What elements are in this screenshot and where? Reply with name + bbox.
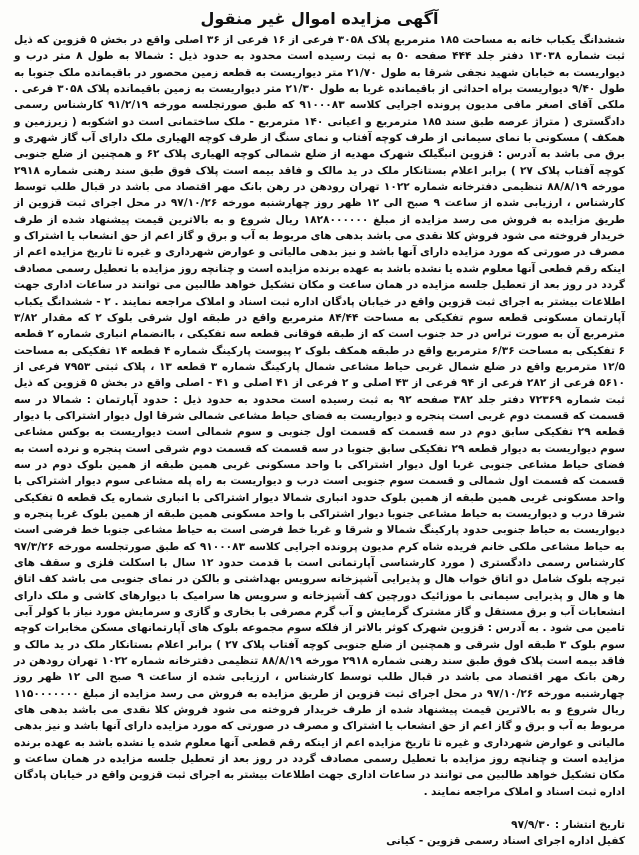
publish-date: تاریخ انتشار : ۹۷/۹/۳۰ (511, 819, 625, 831)
notice-title: آگهی مزایده اموال غیر منقول (200, 9, 439, 28)
signature: کفیل اداره اجرای اسناد رسمی قزوین - کیانی (386, 835, 625, 847)
notice-body: ششدانگ یکباب خانه به مساحت ۱۸۵ مترمربع پلاک ۳۰۵۸ فرعی از ۱۶ فرعی از ۳۶ اصلی واقع در بخش ۵ قزوین که ذیل ثبت شماره ۱۳۰۳۸ دفتر جلد ۴۴۴ صفحه ۵۰ به ثبت رسیده است محدود به حدود ذیل : شمالا به طول ۸ متر درب و دیواریست به خیابان شهید نجفی شرقا به طول ۲۱/۷۰ متر دیواریست به قطعه زمین محصور در باقیمانده ملک جنوبا به طول ۹/۴۰ دیواریست براه احداثی از باقیمانده غربا به طول ۲۱/۳۰ متر دیواریست به زمین باقیمانده پلاک ۳۰۵۸ فرعی . ملکی آقای اصغر مافی مدیون پرونده اجرایی کلاسه ۹۱۰۰۰۸۳ که طبق صورتجلسه مورخه ۹۱/۲/۱۹ کارشناس رسمی دادگستری ( متراژ عرصه طبق سند ۱۸۵ مترمربع و اعیانی ۱۴۰ مترمربع - ملک ساختمانی است دو اشکوبه ( زیرزمین و همکف ) مسکونی با نمای سیمانی از طرف کوچه آفتاب و نمای سنگ از طرف کوچه الهیاری ملک دارای آب گاز شهری و برق می باشد به آدرس : قزوین انبگیلک شهرک مهدیه از ضلع شمالی کوچه الهیاری پلاک ۶۲ و همچنین از ضلع جنوبی کوچه آفتاب پلاک ۲۷ ) برابر اعلام بستانکار ملک در ید مالک و فاقد بیمه است پلاک فوق طبق سند رهنی شماره ۲۹۱۸ مورخه ۸۸/۸/۱۹ تنظیمی دفترخانه شماره ۱۰۲۲ تهران رودهن در رهن بانک مهر اقتصاد می باشد در قبال طلب توسط کارشناس ، ارزیابی شده از ساعت ۹ صبح الی ۱۲ ظهر روز چهارشنبه مورخه ۹۷/۱۰/۲۶ در محل اجرای ثبت قزوین از طریق مزایده به فروش می رسد مزایده از مبلغ ۱۸۲۸۰۰۰۰۰۰ ریال شروع و به بالاترین قیمت پیشنهاد شده از طرف خریدار فروخته می شود فروش کلا نقدی می باشد بدهی های مربوط به آب و برق و گاز اعم از حق انشعاب یا اشتراک و مصرف در صورتی که مورد مزایده دارای آنها باشد و نیز بدهی مالیاتی و عوارض شهرداری و غیره تا تاریخ مزایده اعم از اینکه رقم قطعی آنها معلوم شده یا نشده باشد به عهده برنده مزایده است و چنانچه روز مزایده با تعطیل رسمی مصادف گردد در روز بعد از تعطیل جلسه مزایده در همان ساعت و مکان تشکیل خواهد طالبین می توانند در ساعات اداری جهت اطلاعات بیشتر به اجرای ثبت قزوین واقع در خیابان پادگان اداره ثبت اسناد و املاک مراجعه نمایند . ۲ - ششدانگ یکباب آپارتمان مسکونی قطعه سوم تفکیکی به مساحت ۸۴/۴۴ مترمربع واقع در طبقه اول شرقی بلوک ۲ که مقدار ۳/۸۲ مترمربع آن به صورت تراس در حد جنوب است که از طبقه فوقانی قطعه سه تفکیکی ، باانضمام انباری شماره ۲ قطعه ۶ تفکیکی به مساحت ۶/۳۶ مترمربع واقع در طبقه همکف بلوک ۲ پیوست پارکینگ شماره ۴ قطعه ۱۴ تفکیکی به مساحت ۱۲/۵ مترمربع واقع در ضلع شمال غربی حیاط مشاعی شمال پارکینگ شماره ۳ قطعه ۱۳ ، پلاک ثبتی ۷۹۵۳ فرعی از ۵۶۱۰ فرعی از ۲۸۲ فرعی از ۹۴ فرعی از ۴۳ اصلی و ۲ فرعی از ۴۱ اصلی و ۴۱ - اصلی واقع در بخش ۵ قزوین که ذیل ثبت شماره ۷۲۳۶۹ دفتر جلد ۳۸۲ صفحه ۹۲ به ثبت رسیده است محدود به حدود ذیل : حدود آپارتمان : شمالا در سه قسمت که قسمت دوم غربی است پنجره و دیواریست به فضای حیاط مشاعی شمالی شرقا اول دیوار اشتراکی با دیوار قطعه ۲۹ تفکیکی سابق دوم در سه قسمت که قسمت اول جنوبی و سوم شمالی است دیواریست به بوکس مشاعی سوم دیواریست به دیوار قطعه ۲۹ تفکیکی سابق جنوبا در سه قسمت که قسمت دوم شرقی است پنجره و نرده است به فضای حیاط مشاعی جنوبی غربا اول دیوار اشتراکی با واحد مسکونی غربی همین طبقه از همین بلوک دوم در سه قسمت که قسمت اول شمالی و قسمت سوم جنوبی است درب و دیواریست به راه پله مشاعی سوم دیوار اشتراکی با واحد مسکونی غربی همین طبقه از همین بلوک حدود انباری شمالا دیوار اشتراکی با انباری شماره یک قطعه ۵ تفکیکی شرقا درب و دیواریست به حیاط مشاعی جنوبا دیوار اشتراکی با واحد مسکونی همین طبقه از همین بلوک غربا پنجره و دیواریست به حیاط جنوبی حدود پارکینگ شمالا و شرقا و غربا خط فرضی است به حیاط مشاعی جنوبا خط فرضی است به حیاط مشاعی ملکی خانم فریده شاه کرم مدیون پرونده اجرایی کلاسه ۹۱۰۰۰۸۳ که طبق صورتجلسه مورخه ۹۷/۳/۲۶ کارشناس رسمی دادگستری ( مورد کارشناسی آپارتمانی است با قدمت حدود ۱۲ سال با اسکلت فلزی و سقف های تیرچه بلوک شامل دو اتاق خواب هال و پذیرایی آشپزخانه سرویس بهداشتی و بالکن در نمای جنوبی می باشد کف اتاق ها و هال و پذیرایی سیمانی با موزائیک دورچین کف آشپزخانه و سرویس ها سرامیک با دیوارهای کاشی و ملک دارای انشعابات آب و برق مستقل و گاز مشترک گرمایش و آب گرم مصرفی با بخاری و گازی و سرمایش مورد نیاز با کولر آبی تامین می شود . به آدرس : قزوین شهرک کوثر بالاتر از فلکه سوم مجموعه بلوک های آپارتمانهای مسکن مخابرات کوچه سوم بلوک ۳ طبقه اول شرقی و همچنین از ضلع جنوبی کوچه آفتاب پلاک ۲۷ ) برابر اعلام بستانکار ملک در ید مالک و فاقد بیمه است پلاک فوق طبق سند رهنی شماره ۲۹۱۸ مورخه ۸۸/۸/۱۹ تنظیمی دفترخانه شماره ۱۰۲۲ تهران رودهن در رهن بانک مهر اقتصاد می باشد در قبال طلب توسط کارشناس ، ارزیابی شده از ساعت ۹ صبح الی ۱۲ ظهر روز چهارشنبه مورخه ۹۷/۱۰/۲۶ در محل اجرای ثبت قزوین از طریق مزایده به فروش می رسد مزایده از مبلغ ۱۱۵۰۰۰۰۰۰۰ ریال شروع و به بالاترین قیمت پیشنهاد شده از طرف خریدار فروخته می شود فروش کلا نقدی می باشد بدهی های مربوط به آب و برق و گاز اعم از حق انشعاب یا اشتراک و مصرف در صورتی که مورد مزایده دارای آنها باشد و نیز بدهی مالیاتی و عوارض شهرداری و غیره تا تاریخ مزایده اعم از اینکه رقم قطعی آنها معلوم شده یا نشده باشد به عهده برنده مزایده است و چنانچه روز مزایده با تعطیل رسمی مصادف گردد در روز بعد از تعطیل جلسه مزایده در همان ساعت و مکان تشکیل خواهد طالبین می توانند در ساعات اداری جهت اطلاعات بیشتر به اجرای ثبت قزوین واقع در خیابان پادگان اداره ثبت اسناد و املاک مراجعه نمایند . (14, 34, 626, 798)
notice-footer (14, 817, 625, 849)
